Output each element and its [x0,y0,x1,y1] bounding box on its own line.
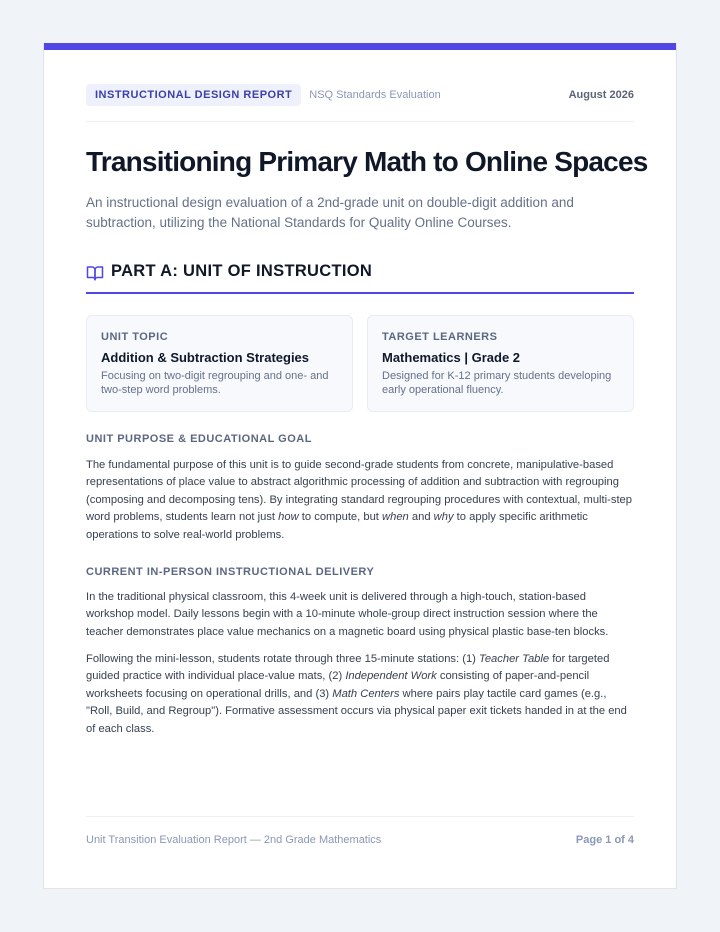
emphasis-text: Teacher Table [479,653,550,665]
purpose-paragraph [86,457,634,544]
header-left [86,84,441,106]
report-date: August 2026 [568,89,634,101]
card-label: TARGET LEARNERS [382,331,498,343]
info-cards [86,315,634,412]
text-run: to apply specific arithmetic operations to solve real-world problems. [86,511,588,541]
report-page [43,43,677,889]
text-run: The fundamental purpose of this unit is to guide second-grade students from concrete, manipulative-based representations of place value to abstract algorithmic processing of addition and subtraction with regrouping (composing and decomposing tens). By integrating standard regrouping procedures with contextual, multi-step word problems, students learn not just [86,459,633,524]
page-number: Page 1 of 4 [575,834,634,846]
report-type-badge: INSTRUCTIONAL DESIGN REPORT [86,84,301,106]
section-header [86,262,634,294]
unit-topic-card [86,315,353,412]
delivery-section [86,566,634,578]
text-run: consisting of paper-and-pencil worksheets focusing on operational drills, and (3) [86,670,590,700]
delivery-paragraph-1: In the traditional physical classroom, this 4-week unit is delivered through a high-touch, station-based workshop model. Daily lessons begin with a 10-minute whole-group direct instruction session where the teacher demonstrates place value mechanics on a magnetic board using physical plastic base-ten blocks. [86,591,609,638]
card-title: Mathematics | Grade 2 [382,350,521,365]
card-description: Designed for K-12 primary students developing early operational fluency. [382,370,612,396]
text-run: for targeted guided practice with individual place-value mats, (2) [86,653,610,683]
book-icon [86,264,104,282]
footer-title: Unit Transition Evaluation Report — 2nd Grade Mathematics [86,834,382,846]
card-label: UNIT TOPIC [101,331,169,343]
page-subtitle: An instructional design evaluation of a 2nd-grade unit on double-digit addition and subtraction, utilizing the National Standards for Quality Online Courses. [86,195,574,230]
purpose-section [86,433,634,445]
emphasis-text: Math Centers [332,687,400,700]
page-footer [86,816,634,846]
target-learners-card [367,315,634,412]
text-run: Following the mini-lesson, students rotate through three 15-minute stations: (1) [86,653,480,665]
purpose-heading: UNIT PURPOSE & EDUCATIONAL GOAL [86,433,312,445]
text-run: where pairs play tactile card games (e.g., "Roll, Build, and Regroup"). Formative assessment occurs via physical paper exit tickets handed in at the end of each class. [86,687,627,735]
emphasis-text: when [382,511,409,524]
section-title: PART A: UNIT OF INSTRUCTION [111,262,373,280]
delivery-paragraph-2 [86,651,634,738]
emphasis-text: how [278,511,299,524]
text-run: and [408,511,434,524]
page-title: Transitioning Primary Math to Online Spaces [86,146,648,177]
accent-bar [44,43,676,50]
standards-label: NSQ Standards Evaluation [309,89,441,101]
page-header [86,84,634,122]
text-run: to compute, but [298,511,383,524]
emphasis-text: Independent Work [345,670,437,683]
emphasis-text: why [433,511,454,524]
card-title: Addition & Subtraction Strategies [101,350,310,365]
card-description: Focusing on two-digit regrouping and one- and two-step word problems. [101,370,329,396]
delivery-heading: CURRENT IN-PERSON INSTRUCTIONAL DELIVERY [86,566,375,578]
